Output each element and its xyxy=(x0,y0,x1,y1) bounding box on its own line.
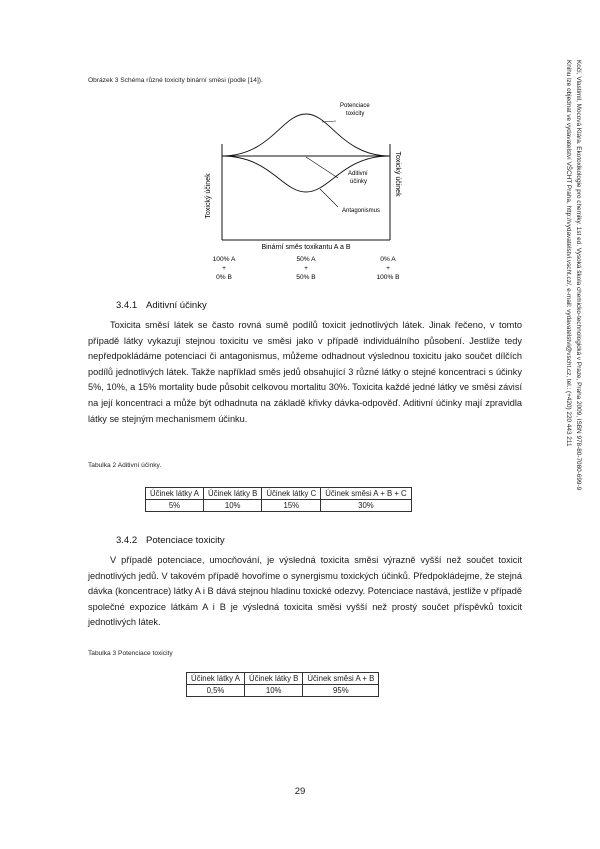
potentiation-curve xyxy=(222,114,390,156)
table-header-cell: Účinek látky A xyxy=(187,673,245,685)
section-3-4-2-paragraph: V případě potenciace, umocňování, je výsledná toxicita směsi výrazně vyšší než součet toxicit jednotlivých jedů. V takovém případě hovoříme o synergismu toxických účinků. Předpokládejme, že stejná dávka (koncentrace) látky A i B dává stejnou hladinu toxické odezvy. Potenciace nastává, jestliže v případě společné expozice látkám A i B je výsledná toxicita směsi vyšší než prostý součet příspěvků toxicit jednotlivých látek. xyxy=(88,555,522,628)
section-title: Aditivní účinky xyxy=(146,300,207,311)
table-row xyxy=(187,685,379,697)
table-cell: 15% xyxy=(262,500,321,512)
table-cell: 30% xyxy=(321,500,411,512)
additive-pointer xyxy=(306,157,338,178)
svg-text:+: + xyxy=(304,265,308,272)
page-number: 29 xyxy=(294,786,306,797)
y-right-label: Toxický účinek xyxy=(394,151,401,197)
table-header-cell: Účinek látky C xyxy=(262,488,321,500)
table-header-row xyxy=(187,673,379,685)
y-left-label: Toxický účinek xyxy=(205,173,212,219)
svg-text:50% A: 50% A xyxy=(296,256,316,263)
table-header-cell: Účinek směsi A + B + C xyxy=(321,488,411,500)
table-3-caption: Tabulka 3 Potenciace toxicity xyxy=(88,650,173,657)
additive-label-1: Aditivní xyxy=(348,171,368,177)
svg-text:100% A: 100% A xyxy=(212,256,236,263)
table-cell: 95% xyxy=(303,685,379,697)
antagonism-label: Antagonismus xyxy=(342,208,381,214)
table-row xyxy=(146,500,412,512)
x-label: Binární směs toxikantu A a B xyxy=(261,244,351,251)
section-3-4-1-paragraph: Toxicita směsí látek se často rovná sumě podílů toxicit jednotlivých látek. Jinak řečeno, v tomto případě látky vykazují stejnou toxicitu ve směsi jako v případě individuálního působení. Jestliže tedy nepředpokládáme potenciaci či antagonismus, můžeme odhadnout výslednou toxicitu jako součet dílčích podílů jednotlivých látek. Takže například směs jedů obsahující 3 různé látky o stejné koncentraci s účinky 5%, 10%, a 15% mortality bude působit celkovou mortalitu 30%. Toxicita každé jedné látky ve směsi závisí na její koncentraci a může být odhadnuta na základě křivky dávka-odpověď. Aditivní účinky mají zpravidla látky se stejným mechanismem účinku. xyxy=(88,320,522,424)
table-3 xyxy=(186,672,379,697)
section-title: Potenciace toxicity xyxy=(146,535,225,546)
section-3-4-1-heading xyxy=(116,300,207,311)
svg-text:+: + xyxy=(222,265,226,272)
svg-text:0% B: 0% B xyxy=(216,274,232,281)
side-note-line-2: Knihu lze objednat ve vydavatelství VŠCHT Praha, http://vydavatelstvi.vscht.cz/, e-mail: vydavatelstvi@vscht.cz, tel.: (+420) 220 443 211 xyxy=(565,60,573,447)
table-2 xyxy=(145,487,412,512)
tick-100A xyxy=(213,256,236,281)
table-cell: 10% xyxy=(244,685,302,697)
table-cell: 5% xyxy=(146,500,204,512)
svg-text:0% A: 0% A xyxy=(380,256,396,263)
tick-0A xyxy=(376,256,400,281)
table-header-cell: Účinek látky B xyxy=(244,673,302,685)
copyright-side-note xyxy=(564,60,583,540)
svg-text:100% B: 100% B xyxy=(376,274,400,281)
table-cell: 10% xyxy=(203,500,261,512)
side-note-line-1: Kočí, Vlastimil, Mocová Klára. Ekotoxikologie pro chemiky. 1st ed. Vysoká škola chemicko-technologická v Praze, Praha 2009, ISBN 978-80-7080-699-9 xyxy=(575,60,582,491)
section-3-4-2-heading xyxy=(116,535,225,546)
potentiation-label-1: Potenciace xyxy=(340,103,370,109)
table-cell: 0,5% xyxy=(187,685,245,697)
figure-caption: Obrázek 3 Schéma různé toxicity binární směsi (podle [14]). xyxy=(88,77,263,84)
svg-text:+: + xyxy=(386,265,390,272)
tick-50A xyxy=(296,256,316,281)
table-header-cell: Účinek látky A xyxy=(146,488,204,500)
antagonism-pointer xyxy=(320,189,338,207)
toxicity-schema-figure xyxy=(190,92,420,292)
table-header-cell: Účinek látky B xyxy=(203,488,261,500)
section-number: 3.4.1 xyxy=(116,300,138,311)
potentiation-label-2: toxicity xyxy=(346,111,365,117)
table-2-caption: Tabulka 2 Aditivní účinky. xyxy=(88,462,162,469)
table-header-row xyxy=(146,488,412,500)
table-header-cell: Účinek směsi A + B xyxy=(303,673,379,685)
svg-text:50% B: 50% B xyxy=(296,274,316,281)
additive-label-2: účinky xyxy=(350,179,368,185)
section-number: 3.4.2 xyxy=(116,535,138,546)
